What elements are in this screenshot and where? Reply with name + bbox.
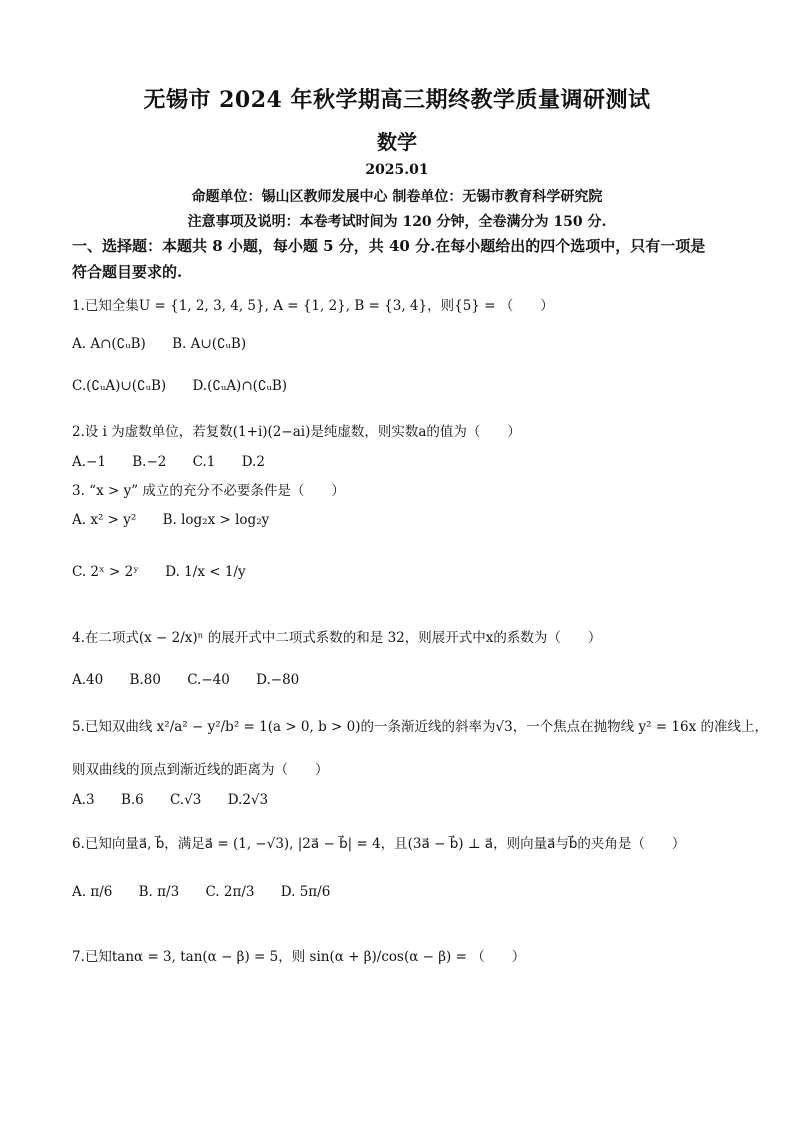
section-heading-line1: 一、选择题：本题共 8 小题，每小题 5 分，共 40 分.在每小题给出的四个选项中，只有一项是 [72,237,706,255]
question-1-options-row2 [72,378,309,394]
exam-date: 2025.01 [365,162,429,178]
question-4-options [72,672,321,688]
question-6-stem: 6.已知向量a⃗, b⃗，满足a⃗ = (1, −√3), |2a⃗ − b⃗| = 4，且(3a⃗ − b⃗) ⊥ a⃗，则向量a⃗与b⃗的夹角是（ ） [72,836,686,852]
question-2-options [72,454,287,470]
q5-option-a: A.3 [72,792,95,808]
q3-option-c: C. 2ˣ > 2ʸ [72,564,139,580]
exam-title: 无锡市 2024 年秋学期高三期终教学质量调研测试 [143,87,651,113]
q3-option-d: D. 1/x < 1/y [165,564,246,580]
q6-option-d: D. 5π/6 [280,884,331,900]
q5-option-b: B.6 [120,792,144,808]
q5-option-d: D.2√3 [227,792,269,808]
question-5-options [72,792,290,808]
q4-option-d: D.−80 [256,672,300,688]
q4-option-a: A.40 [72,672,104,688]
q6-option-a: A. π/6 [72,884,113,900]
question-1-options-row1 [72,336,268,352]
question-3-options-row2 [72,564,268,580]
q1-option-b: B. A∪(∁ᵤB) [172,336,247,352]
section-heading-line2: 符合题目要求的. [72,263,183,281]
q6-option-b: B. π/3 [138,884,180,900]
exam-units: 命题单位：锡山区教师发展中心 制卷单位：无锡市教育科学研究院 [191,189,603,205]
question-3-stem: 3. “x > y” 成立的充分不必要条件是（ ） [72,483,345,499]
q4-option-c: C.−40 [187,672,230,688]
q2-option-a: A.−1 [72,454,106,470]
question-7-stem: 7.已知tanα = 3, tan(α − β) = 5，则 sin(α + β)/cos(α − β) = （ ） [72,949,526,965]
question-3-options-row1 [72,512,291,528]
question-4-stem: 4.在二项式(x − 2/x)ⁿ 的展开式中二项式系数的和是 32，则展开式中x的系数为（ ） [72,630,602,646]
question-5-stem: 5.已知双曲线 x²/a² − y²/b² = 1(a > 0, b > 0)的一条渐近线的斜率为√3，一个焦点在抛物线 y² = 16x 的准线上， [72,719,768,735]
q5-option-c: C.√3 [170,792,202,808]
question-2-stem: 2.设 i 为虚数单位，若复数(1+i)(2−ai)是纯虚数，则实数a的值为（ ） [72,424,521,440]
q2-option-d: D.2 [241,454,265,470]
q2-option-c: C.1 [192,454,216,470]
q4-option-b: B.80 [129,672,161,688]
question-5-stem-continued: 则双曲线的顶点到渐近线的距离为（ ） [72,762,329,778]
q1-option-c: C.(∁ᵤA)∪(∁ᵤB) [72,378,167,394]
question-1-stem: 1.已知全集U = {1, 2, 3, 4, 5}, A = {1, 2}, B = {3, 4}，则{5} = （ ） [72,298,554,314]
q3-option-b: B. log₂x > log₂y [162,512,270,528]
q1-option-d: D.(∁ᵤA)∩(∁ᵤB) [192,378,288,394]
q2-option-b: B.−2 [132,454,167,470]
exam-notice: 注意事项及说明：本卷考试时间为 120 分钟，全卷满分为 150 分. [187,214,607,230]
q1-option-a: A. A∩(∁ᵤB) [72,336,146,352]
q3-option-a: A. x² > y² [72,512,137,528]
question-6-options [72,884,352,900]
q6-option-c: C. 2π/3 [205,884,255,900]
subject-title: 数学 [377,130,417,154]
